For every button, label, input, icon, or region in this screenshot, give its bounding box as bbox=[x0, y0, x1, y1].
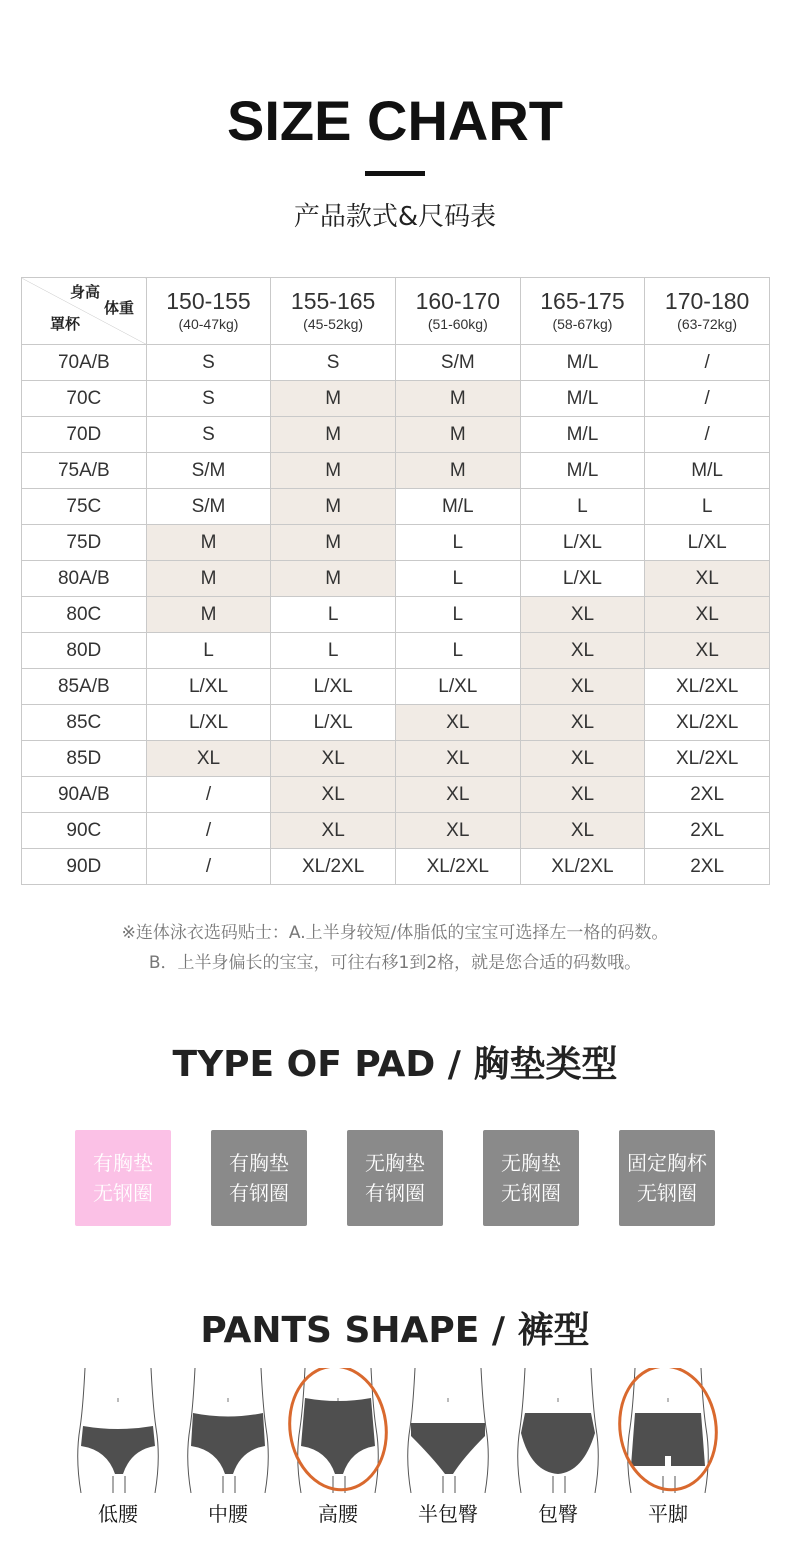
size-cell: L bbox=[271, 597, 396, 633]
size-cell: XL bbox=[395, 777, 520, 813]
height-range: 165-175 bbox=[540, 288, 625, 315]
cup-label: 罩杯 bbox=[50, 315, 81, 333]
size-cell: XL/2XL bbox=[520, 849, 645, 885]
table-row bbox=[22, 525, 770, 561]
size-cell: XL bbox=[520, 597, 645, 633]
table-row bbox=[22, 705, 770, 741]
table-row bbox=[22, 345, 770, 381]
size-cell: S/M bbox=[146, 453, 271, 489]
size-cell: XL bbox=[645, 633, 770, 669]
size-cell: XL bbox=[520, 813, 645, 849]
size-chart-table bbox=[21, 277, 770, 885]
table-row bbox=[22, 669, 770, 705]
size-cell: M bbox=[395, 417, 520, 453]
size-cell: S bbox=[271, 345, 396, 381]
size-cell: XL bbox=[520, 669, 645, 705]
page-title: SIZE CHART bbox=[227, 89, 563, 152]
size-cell: M bbox=[395, 381, 520, 417]
column-header bbox=[146, 278, 271, 345]
weight-range: (40-47kg) bbox=[178, 316, 239, 333]
size-cell: XL/2XL bbox=[395, 849, 520, 885]
size-cell: / bbox=[645, 417, 770, 453]
size-cell: M bbox=[271, 453, 396, 489]
table-row bbox=[22, 597, 770, 633]
cup-size-cell: 70C bbox=[22, 381, 147, 417]
size-cell: / bbox=[146, 813, 271, 849]
size-cell: M/L bbox=[645, 453, 770, 489]
size-cell: M bbox=[271, 381, 396, 417]
pad-type-option[interactable] bbox=[75, 1130, 171, 1226]
weight-range: (51-60kg) bbox=[427, 316, 488, 333]
size-cell: / bbox=[146, 849, 271, 885]
height-range: 155-165 bbox=[290, 288, 376, 315]
column-header bbox=[645, 278, 770, 345]
size-cell: L/XL bbox=[146, 669, 271, 705]
pants-shape-label: 低腰 bbox=[98, 1502, 138, 1526]
pants-illustration-icon bbox=[393, 1368, 503, 1493]
size-cell: XL bbox=[395, 705, 520, 741]
cup-size-cell: 85A/B bbox=[22, 669, 147, 705]
cup-size-cell: 85D bbox=[22, 741, 147, 777]
pants-illustration-icon bbox=[503, 1368, 613, 1493]
table-row bbox=[22, 417, 770, 453]
size-cell: M bbox=[271, 489, 396, 525]
pants-illustration-icon bbox=[613, 1368, 723, 1493]
size-cell: S bbox=[146, 381, 271, 417]
size-cell: L/XL bbox=[395, 669, 520, 705]
pants-shape-label: 高腰 bbox=[318, 1502, 358, 1526]
pants-shape-item bbox=[283, 1368, 393, 1526]
size-cell: L bbox=[146, 633, 271, 669]
pad-line1: 无胸垫 bbox=[501, 1151, 561, 1175]
size-cell: XL bbox=[520, 741, 645, 777]
cup-size-cell: 80A/B bbox=[22, 561, 147, 597]
size-cell: L bbox=[271, 633, 396, 669]
pad-line2: 无钢圈 bbox=[93, 1181, 153, 1205]
pad-type-option[interactable] bbox=[483, 1130, 579, 1226]
size-cell: / bbox=[645, 345, 770, 381]
weight-range: (45-52kg) bbox=[303, 316, 364, 333]
pants-illustration-icon bbox=[173, 1368, 283, 1493]
size-cell: S bbox=[146, 345, 271, 381]
pad-line1: 有胸垫 bbox=[93, 1151, 153, 1175]
size-cell: M/L bbox=[395, 489, 520, 525]
size-cell: XL bbox=[271, 741, 396, 777]
weight-range: (63-72kg) bbox=[677, 316, 738, 333]
cup-size-cell: 75D bbox=[22, 525, 147, 561]
cup-size-cell: 75C bbox=[22, 489, 147, 525]
pants-shape bbox=[301, 1398, 375, 1474]
size-cell: M/L bbox=[520, 345, 645, 381]
table-header-row bbox=[22, 278, 770, 345]
page-subtitle: 产品款式&尺码表 bbox=[293, 202, 497, 232]
table-row bbox=[22, 813, 770, 849]
size-cell: M/L bbox=[520, 417, 645, 453]
table-row bbox=[22, 561, 770, 597]
pad-type-option[interactable] bbox=[211, 1130, 307, 1226]
size-cell: XL bbox=[645, 561, 770, 597]
size-cell: M bbox=[146, 525, 271, 561]
size-cell: XL/2XL bbox=[645, 741, 770, 777]
height-label: 身高 bbox=[70, 283, 101, 301]
size-cell: 2XL bbox=[645, 849, 770, 885]
pad-line1: 无胸垫 bbox=[365, 1151, 425, 1175]
table-row bbox=[22, 741, 770, 777]
pants-shape-label: 中腰 bbox=[208, 1502, 248, 1526]
size-cell: L/XL bbox=[271, 669, 396, 705]
size-cell: M/L bbox=[520, 381, 645, 417]
size-cell: M bbox=[146, 597, 271, 633]
size-cell: / bbox=[146, 777, 271, 813]
size-cell: M bbox=[146, 561, 271, 597]
column-header bbox=[520, 278, 645, 345]
size-cell: S/M bbox=[395, 345, 520, 381]
table-row bbox=[22, 633, 770, 669]
pad-line2: 有钢圈 bbox=[229, 1181, 289, 1205]
weight-range: (58-67kg) bbox=[552, 316, 613, 333]
pants-shape bbox=[631, 1413, 705, 1466]
size-cell: L bbox=[395, 525, 520, 561]
size-cell: L/XL bbox=[520, 525, 645, 561]
size-cell: XL bbox=[271, 813, 396, 849]
size-cell: 2XL bbox=[645, 813, 770, 849]
size-cell: / bbox=[645, 381, 770, 417]
pants-shape-item bbox=[63, 1368, 173, 1526]
size-cell: L bbox=[395, 633, 520, 669]
size-cell: L/XL bbox=[645, 525, 770, 561]
cup-size-cell: 70D bbox=[22, 417, 147, 453]
height-range: 150-155 bbox=[166, 288, 251, 315]
tip-note-b: B．上半身偏长的宝宝，可往右移1到2格，就是您合适的码数哦。 bbox=[148, 953, 642, 973]
size-cell: XL bbox=[645, 597, 770, 633]
pad-type-option[interactable] bbox=[619, 1130, 715, 1226]
column-header bbox=[395, 278, 520, 345]
size-cell: XL bbox=[520, 777, 645, 813]
pants-shape bbox=[81, 1426, 155, 1474]
size-cell: XL bbox=[395, 813, 520, 849]
size-cell: M bbox=[271, 525, 396, 561]
pants-shape-label: 平脚 bbox=[648, 1502, 688, 1526]
cup-size-cell: 70A/B bbox=[22, 345, 147, 381]
size-cell: L bbox=[395, 597, 520, 633]
size-cell: S/M bbox=[146, 489, 271, 525]
pants-shape-label: 包臀 bbox=[538, 1502, 578, 1526]
size-cell: L bbox=[645, 489, 770, 525]
size-cell: S bbox=[146, 417, 271, 453]
table-row bbox=[22, 777, 770, 813]
pants-shape bbox=[411, 1423, 485, 1474]
cup-size-cell: 80C bbox=[22, 597, 147, 633]
pants-shape-label: 半包臀 bbox=[418, 1502, 478, 1526]
tip-note-a: ※连体泳衣选码贴士：A.上半身较短/体脂低的宝宝可选择左一格的码数。 bbox=[121, 923, 669, 943]
cup-size-cell: 85C bbox=[22, 705, 147, 741]
pad-line2: 有钢圈 bbox=[365, 1181, 425, 1205]
pants-shape-item bbox=[613, 1368, 723, 1526]
size-cell: L bbox=[520, 489, 645, 525]
pants-shape bbox=[191, 1413, 265, 1474]
size-cell: XL bbox=[271, 777, 396, 813]
size-cell: XL bbox=[146, 741, 271, 777]
weight-label: 体重 bbox=[104, 299, 135, 317]
pad-line1: 固定胸杯 bbox=[627, 1151, 707, 1175]
size-cell: M/L bbox=[520, 453, 645, 489]
corner-cell bbox=[22, 278, 147, 345]
pad-type-option[interactable] bbox=[347, 1130, 443, 1226]
size-cell: M bbox=[271, 561, 396, 597]
pants-shape-item bbox=[173, 1368, 283, 1526]
pants-illustration-icon bbox=[283, 1368, 393, 1493]
table-row bbox=[22, 381, 770, 417]
title-divider bbox=[365, 171, 425, 176]
table-row bbox=[22, 453, 770, 489]
pad-line2: 无钢圈 bbox=[501, 1181, 561, 1205]
size-cell: L bbox=[395, 561, 520, 597]
size-cell: L/XL bbox=[520, 561, 645, 597]
pants-shape-item bbox=[503, 1368, 613, 1526]
size-cell: XL bbox=[520, 705, 645, 741]
pants-shape-item bbox=[393, 1368, 503, 1526]
size-cell: L/XL bbox=[271, 705, 396, 741]
size-cell: XL/2XL bbox=[645, 669, 770, 705]
size-cell: XL/2XL bbox=[645, 705, 770, 741]
size-cell: M bbox=[271, 417, 396, 453]
table-row bbox=[22, 849, 770, 885]
cup-size-cell: 75A/B bbox=[22, 453, 147, 489]
size-cell: XL bbox=[395, 741, 520, 777]
cup-size-cell: 90C bbox=[22, 813, 147, 849]
pad-line1: 有胸垫 bbox=[229, 1151, 289, 1175]
size-cell: M bbox=[395, 453, 520, 489]
table-row bbox=[22, 489, 770, 525]
size-cell: XL bbox=[520, 633, 645, 669]
size-cell: L/XL bbox=[146, 705, 271, 741]
cup-size-cell: 90A/B bbox=[22, 777, 147, 813]
size-cell: XL/2XL bbox=[271, 849, 396, 885]
cup-size-cell: 80D bbox=[22, 633, 147, 669]
cup-size-cell: 90D bbox=[22, 849, 147, 885]
height-range: 170-180 bbox=[664, 288, 750, 315]
size-cell: 2XL bbox=[645, 777, 770, 813]
pad-line2: 无钢圈 bbox=[637, 1181, 697, 1205]
pad-section-title: TYPE OF PAD / 胸垫类型 bbox=[172, 1044, 618, 1085]
pants-shape bbox=[521, 1413, 595, 1474]
pants-section-title: PANTS SHAPE / 裤型 bbox=[200, 1310, 590, 1351]
height-range: 160-170 bbox=[415, 288, 500, 315]
column-header bbox=[271, 278, 396, 345]
pants-illustration-icon bbox=[63, 1368, 173, 1493]
